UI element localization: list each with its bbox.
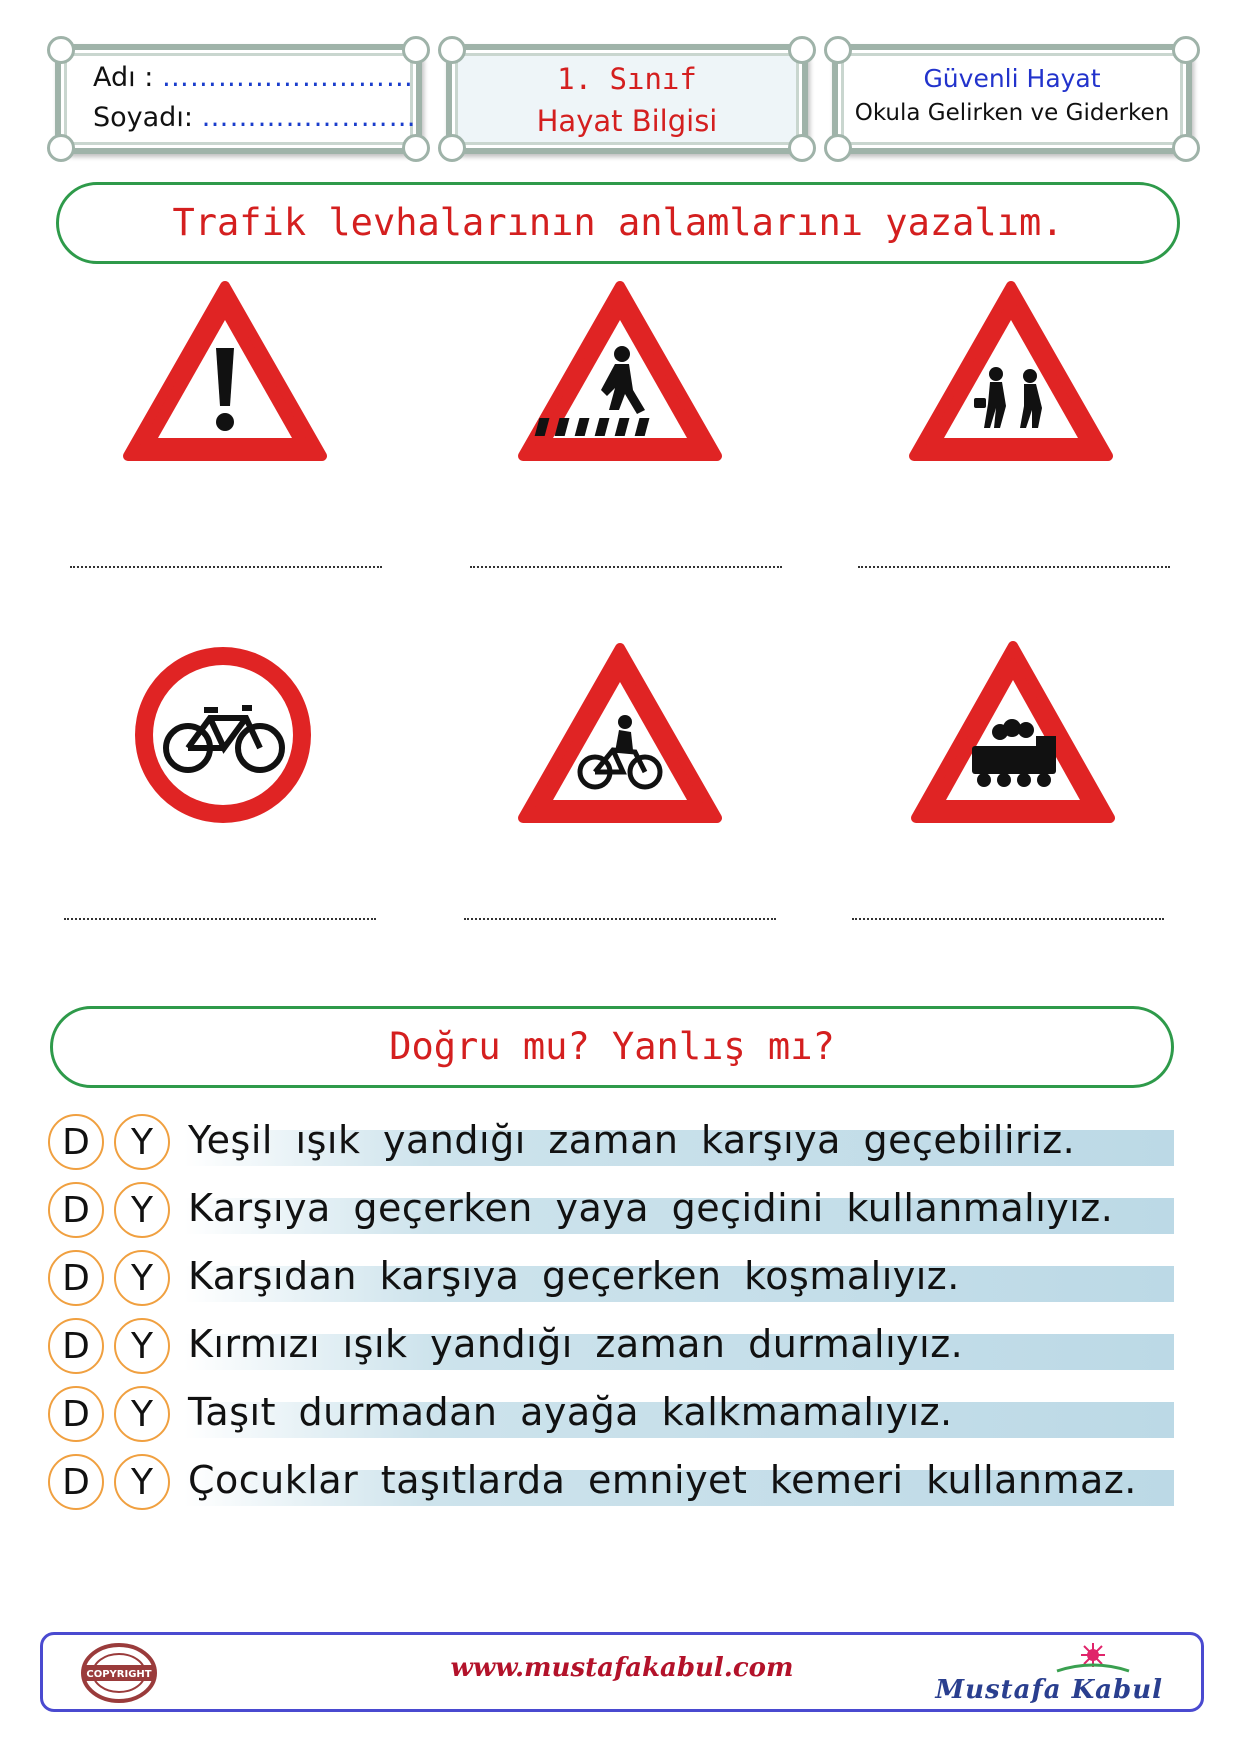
website-link[interactable]: www.mustafakabul.com (450, 1653, 794, 1683)
answer-line-6[interactable] (852, 918, 1164, 920)
section-truefalse-banner (50, 1006, 1174, 1088)
true-option[interactable]: D (48, 1250, 104, 1306)
author-signature: Mustafa Kabul (935, 1675, 1163, 1705)
name-frame (55, 44, 422, 154)
true-option[interactable]: D (48, 1454, 104, 1510)
answer-line-5[interactable] (464, 918, 776, 920)
tf-row (48, 1316, 1176, 1382)
name-row[interactable] (93, 62, 414, 93)
tf-row (48, 1180, 1176, 1246)
flower-logo-icon (1053, 1641, 1133, 1675)
pedestrian-crossing-icon (515, 278, 725, 468)
topic-label: Okula Gelirken ve Giderken (854, 100, 1170, 126)
tf-row (48, 1112, 1176, 1178)
tf-row (48, 1384, 1176, 1450)
footer (40, 1632, 1204, 1712)
answer-line-1[interactable] (70, 566, 382, 568)
true-option[interactable]: D (48, 1114, 104, 1170)
statement-text: Taşıt durmadan ayağa kalkmamalıyız. (188, 1390, 953, 1434)
warning-exclamation-icon (120, 278, 330, 468)
false-option[interactable]: Y (114, 1250, 170, 1306)
statement-text: Kırmızı ışık yandığı zaman durmalıyız. (188, 1322, 964, 1366)
cyclists-warning-icon (515, 640, 725, 830)
section-signs-title: Trafik levhalarının anlamlarını yazalım. (172, 201, 1064, 244)
name-field[interactable]: ……………………… (161, 62, 414, 93)
statement-text: Yeşil ışık yandığı zaman karşıya geçebiliriz. (188, 1118, 1076, 1162)
unit-label: Güvenli Hayat (923, 64, 1101, 93)
false-option[interactable]: Y (114, 1318, 170, 1374)
true-option[interactable]: D (48, 1386, 104, 1442)
statement-text: Karşıya geçerken yaya geçidini kullanmalıyız. (188, 1186, 1114, 1230)
tf-row (48, 1248, 1176, 1314)
subject-label: Hayat Bilgisi (536, 104, 718, 138)
true-option[interactable]: D (48, 1182, 104, 1238)
answer-line-4[interactable] (64, 918, 376, 920)
true-option[interactable]: D (48, 1318, 104, 1374)
tf-row (48, 1452, 1176, 1518)
no-bicycles-icon (128, 640, 318, 830)
false-option[interactable]: Y (114, 1386, 170, 1442)
section-signs-banner (56, 182, 1180, 264)
name-label: Adı : (93, 62, 154, 93)
stamp-text: COPYRIGHT (86, 1669, 152, 1680)
train-crossing-icon (908, 638, 1118, 830)
school-children-icon (906, 278, 1116, 468)
topic-frame (832, 44, 1192, 154)
false-option[interactable]: Y (114, 1454, 170, 1510)
surname-row[interactable] (93, 102, 417, 133)
surname-field[interactable]: ……………..…… (201, 102, 417, 133)
false-option[interactable]: Y (114, 1114, 170, 1170)
answer-line-2[interactable] (470, 566, 782, 568)
answer-line-3[interactable] (858, 566, 1170, 568)
statement-text: Çocuklar taşıtlarda emniyet kemeri kullanmaz. (188, 1458, 1137, 1502)
false-option[interactable]: Y (114, 1182, 170, 1238)
surname-label: Soyadı: (93, 102, 193, 133)
grade-frame (446, 44, 808, 154)
section-truefalse-title: Doğru mu? Yanlış mı? (389, 1025, 835, 1068)
statement-text: Karşıdan karşıya geçerken koşmalıyız. (188, 1254, 960, 1298)
grade-label: 1. Sınıf (557, 62, 697, 96)
